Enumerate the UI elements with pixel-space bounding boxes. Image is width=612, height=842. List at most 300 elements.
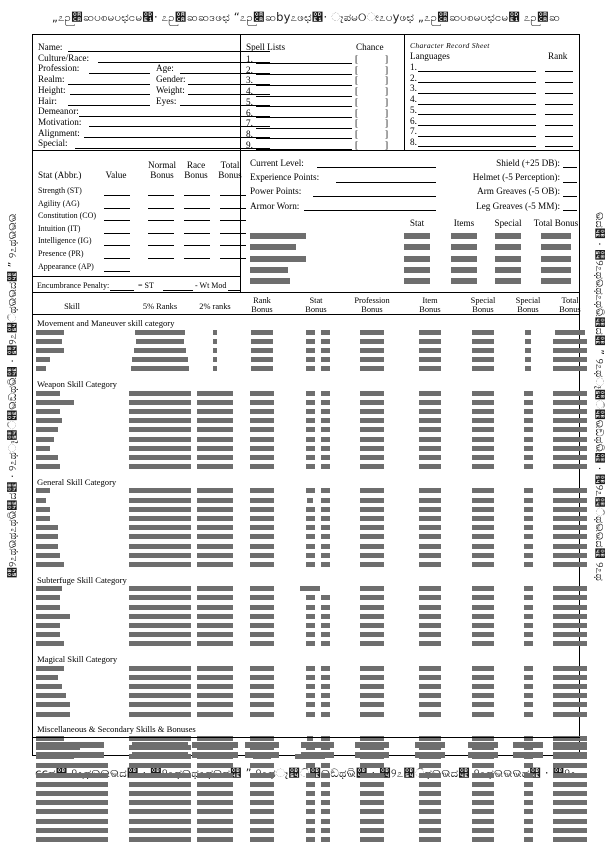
footer-bar-1-9 [513,752,543,758]
stats-header-stat: Stat (Abbr.) [38,170,82,180]
skill-bar-3-0-6 [360,586,384,591]
stat-input-5-3[interactable] [220,257,246,259]
skill-category-title-5: Miscellaneous & Secondary Skills & Bonuses [37,724,196,735]
skill-bar-0-2-2 [213,348,217,353]
spell-row-num-4: 5. [246,96,253,107]
lang-rank-input-5[interactable] [545,124,573,126]
skill-bar-4-5-3 [250,712,274,717]
char-field-label-4: Height: [38,84,66,95]
skill-bar-3-0-10 [553,586,587,591]
spell-chance-open-6: [ [355,118,359,129]
skill-bar-1-0-9 [524,391,533,396]
skill-bar-4-1-5 [321,675,330,680]
footer-bar-0-9 [513,742,543,748]
spell-row-input-7[interactable] [256,137,352,139]
skill-bar-5-4-7 [419,773,441,778]
skill-bar-2-5-2 [197,534,233,539]
skill-bar-5-4-8 [472,773,494,778]
skill-category-title-3: Subterfuge Skill Category [37,574,127,585]
skill-col-header-6-l1: Item [422,296,438,305]
stat-input-0-0[interactable] [104,194,130,196]
skill-bar-3-3-6 [360,614,384,619]
skill-bar-4-1-4 [306,675,315,680]
vital-redacted-items-4 [451,278,477,284]
char-field-input-1[interactable] [98,61,270,63]
skill-bar-3-0-8 [472,586,494,591]
divider-stats-bottom [32,292,580,293]
stats-header-normal-1: Normal [147,160,177,170]
skill-bar-5-10-10 [553,828,587,833]
skill-bar-1-7-7 [419,455,441,460]
skill-bar-3-1-10 [553,595,587,600]
skill-bar-5-8-2 [197,809,233,814]
footer-bar-0-6 [355,742,389,748]
skill-bar-0-4-0 [36,366,46,371]
encumbrance-input[interactable] [110,289,134,291]
skill-bar-0-0-8 [472,330,494,335]
lang-rank-input-2[interactable] [545,92,573,94]
skill-bar-4-2-3 [250,684,274,689]
skill-category-title-1: Weapon Skill Category [37,379,117,389]
stat-input-1-0[interactable] [104,207,130,209]
spell-row-input-1[interactable] [256,73,352,75]
skill-bar-3-2-9 [524,605,533,610]
stat-input-3-1[interactable] [148,232,174,234]
skill-bar-2-5-10 [553,534,587,539]
vital-right-label-0: Shield (+25 DB): [496,158,560,168]
char-field-input-8[interactable] [84,136,270,138]
skill-bar-5-3-0 [36,763,108,768]
skill-col-header-8-l2: Bonus [517,305,539,314]
footer-bar-1-3 [245,752,279,758]
lang-rank-input-0[interactable] [545,70,573,72]
spell-row-num-6: 7. [246,118,253,129]
tengwar-border-right: ଭದ୎ · ୔୨೭ಥଭಥ೭ಥଭି୎ದ୎ ” ୨೭ಥෑ୔ି୎ଭඞಥଭି୎ · ୔୨೭୔ିಥଭଭದ୎ ୨೭ಥ [593,211,606,581]
stat-input-0-2[interactable] [184,194,210,196]
skill-bar-1-3-3 [250,418,274,423]
skill-bar-0-0-0 [36,330,64,335]
divider-footer-top [32,737,580,738]
skill-bar-2-0-8 [472,488,494,493]
skill-bar-1-3-6 [360,418,384,423]
skill-bar-2-6-6 [360,544,384,549]
skill-bar-1-8-0 [36,464,60,469]
lang-rank-input-7[interactable] [545,145,573,147]
skill-bar-1-8-1 [129,464,191,469]
skill-bar-0-0-10 [555,330,585,335]
skill-bar-0-0-4 [306,330,315,335]
lang-row-input-3[interactable] [418,103,536,105]
skill-bar-4-5-8 [472,712,494,717]
char-field-input-3a[interactable] [68,83,150,85]
skill-bar-0-4-4 [306,366,315,371]
skill-bar-3-4-0 [36,623,60,628]
skill-bar-4-1-9 [524,675,533,680]
skill-bar-1-0-3 [250,391,274,396]
stat-row-label-5: Presence (PR) [38,249,84,258]
spell-row-input-5[interactable] [256,116,352,118]
vital-redacted-items-1 [451,244,477,250]
char-field-input-5a[interactable] [68,104,150,106]
lang-row-input-1[interactable] [418,81,536,83]
skill-bar-0-4-2 [213,366,217,371]
stat-input-2-2[interactable] [184,219,210,221]
skill-bar-4-5-0 [36,712,70,717]
char-field-label-2: Profession: [38,63,80,74]
skill-col-header-4-l1: Stat [309,296,323,305]
skill-bar-3-2-7 [419,605,441,610]
skill-bar-2-0-10 [553,488,587,493]
skill-bar-4-4-6 [360,702,384,707]
skill-bar-2-2-0 [36,507,50,512]
spell-chance-open-0: [ [355,54,359,64]
footer-bar-1-0 [36,752,104,758]
skill-bar-1-4-9 [524,427,533,432]
skill-bar-1-5-6 [360,437,384,442]
skill-bar-5-11-0 [36,837,108,842]
skill-bar-1-5-8 [472,437,494,442]
skill-bar-1-1-5 [321,400,330,405]
spell-chance-open-1: [ [355,64,359,75]
skill-bar-2-4-2 [197,525,233,530]
skill-bar-1-3-8 [472,418,494,423]
vital-redacted-total-4 [541,278,571,284]
stat-input-6-0[interactable] [104,270,130,272]
skill-bar-3-1-2 [197,595,233,600]
skill-bar-5-10-2 [197,828,233,833]
vital-redacted-stat-0 [404,233,430,239]
stat-input-1-3[interactable] [220,207,246,209]
char-field-input-7[interactable] [89,125,270,127]
skill-bar-1-2-0 [36,409,60,414]
skill-bar-2-3-1 [129,516,191,521]
skill-bar-2-0-9 [524,488,533,493]
skill-bar-0-2-6 [360,348,384,353]
vital-redacted-stat-2 [404,256,430,262]
stat-input-0-1[interactable] [148,194,174,196]
chance-header: Chance [356,42,384,52]
lang-row-num-3: 4. [410,94,417,105]
stat-input-2-0[interactable] [104,219,130,221]
encumbrance-st-input[interactable] [163,289,193,291]
skill-bar-3-1-4 [306,595,315,600]
skill-bar-5-8-0 [36,809,108,814]
stat-input-2-3[interactable] [220,219,246,221]
stat-input-4-3[interactable] [220,244,246,246]
char-field-input-6[interactable] [79,115,270,117]
skill-bar-5-8-3 [250,809,274,814]
char-field-label-9: Special: [38,138,68,149]
skill-bar-4-1-8 [472,675,494,680]
lang-rank-input-3[interactable] [545,103,573,105]
vital-right-input-0[interactable] [563,166,577,168]
skill-bar-5-10-3 [250,828,274,833]
char-field-label-1: Culture/Race: [38,52,90,63]
skill-bar-4-1-7 [419,675,441,680]
skill-bar-4-0-9 [524,666,533,671]
skill-bar-5-9-1 [129,819,191,824]
skill-bar-3-6-5 [321,641,330,646]
skill-bar-3-3-2 [197,614,233,619]
skill-bar-5-5-4 [306,782,315,787]
skill-bar-1-8-7 [419,464,441,469]
skill-bar-4-5-5 [321,712,330,717]
spell-row-input-6[interactable] [256,127,352,129]
stat-input-1-1[interactable] [148,207,174,209]
skill-bar-5-7-7 [419,800,441,805]
skill-bar-0-1-7 [419,339,441,344]
char-field-input-4a[interactable] [70,93,150,95]
skill-bar-3-5-6 [360,632,384,637]
skill-bar-1-5-7 [419,437,441,442]
skill-bar-2-7-3 [250,553,274,558]
skill-bar-3-4-10 [553,623,587,628]
skill-bar-0-1-9 [525,339,531,344]
stat-input-4-2[interactable] [184,244,210,246]
skill-bar-4-0-6 [360,666,384,671]
footer-bar-1-5 [316,752,334,758]
stat-input-4-0[interactable] [104,244,130,246]
skill-bar-0-3-7 [419,357,441,362]
skill-bar-1-2-2 [197,409,233,414]
skill-bar-4-3-2 [197,693,233,698]
skill-bar-3-0-9 [524,586,533,591]
skill-bar-5-3-2 [197,763,233,768]
skill-bar-2-5-9 [524,534,533,539]
skill-col-header-7-l2: Bonus [472,305,494,314]
stat-input-5-1[interactable] [148,257,174,259]
skill-bar-3-4-5 [321,623,330,628]
skill-bar-1-7-10 [553,455,587,460]
skill-bar-3-3-8 [472,614,494,619]
skill-bar-3-0-4 [300,586,320,591]
skill-bar-0-3-5 [321,357,330,362]
lang-row-input-4[interactable] [418,113,536,115]
lang-row-input-6[interactable] [418,135,536,137]
spell-row-input-2[interactable] [256,84,352,86]
vital-right-input-2[interactable] [563,195,577,197]
skill-bar-2-2-1 [129,507,191,512]
spell-chance-open-5: [ [355,107,359,118]
spell-chance-close-4: ] [385,96,389,107]
stat-input-4-1[interactable] [148,244,174,246]
skill-bar-1-0-1 [129,391,191,396]
skill-bar-5-9-7 [419,819,441,824]
footer-bar-0-7 [415,742,445,748]
skill-bar-4-3-5 [321,693,330,698]
lang-rank-input-6[interactable] [545,135,573,137]
tengwar-border-bottom: ୔୨೭ಥଭಥ೭ಥଭದ୎ ” ୨೭ಥଭଭଭದ୎ · [150,766,549,780]
skill-bar-3-5-9 [524,632,533,637]
lang-rank-input-4[interactable] [545,113,573,115]
footer-bar-0-3 [245,742,279,748]
skill-bar-3-2-6 [360,605,384,610]
skill-bar-2-4-0 [36,525,58,530]
char-field-label-3b: Gender: [156,74,186,85]
skill-bar-2-4-8 [472,525,494,530]
vital-redacted-name-2 [250,256,306,262]
spell-chance-close-1: ] [385,64,389,75]
skill-bar-3-2-4 [306,605,315,610]
skill-col-header-3-l2: Bonus [251,305,273,314]
skill-bar-2-1-4 [307,498,313,503]
skill-bar-4-2-0 [36,684,62,689]
skill-bar-2-4-4 [306,525,315,530]
spell-row-input-4[interactable] [256,105,352,107]
stat-input-3-0[interactable] [104,232,130,234]
skill-bar-1-7-2 [197,455,233,460]
vital-right-input-3[interactable] [563,209,577,211]
skill-bar-0-2-0 [36,348,64,353]
spell-chance-open-7: [ [355,128,359,139]
skill-bar-5-5-6 [360,782,384,787]
footer-bar-1-8 [468,752,498,758]
skill-bar-5-7-8 [472,800,494,805]
skill-bar-2-8-3 [250,562,274,567]
skill-bar-1-2-3 [250,409,274,414]
skill-bar-2-7-10 [553,553,587,558]
skill-bar-3-3-5 [321,614,330,619]
skill-bar-0-3-8 [472,357,494,362]
lang-row-input-2[interactable] [418,92,536,94]
skill-bar-2-8-4 [306,562,315,567]
skill-bar-2-6-5 [321,544,330,549]
skill-bar-0-3-10 [553,357,587,362]
skill-bar-4-0-3 [250,666,274,671]
stats-header-total-1: Total [220,160,240,170]
char-field-input-0[interactable] [68,50,270,52]
skill-bar-2-4-7 [419,525,441,530]
skill-bar-2-3-5 [321,516,330,521]
lang-rank-input-1[interactable] [545,81,573,83]
skill-bar-2-3-6 [360,516,384,521]
skill-bar-1-1-2 [197,400,233,405]
skill-bar-0-1-8 [472,339,494,344]
char-field-input-9[interactable] [75,147,270,149]
skill-bar-1-4-5 [321,427,330,432]
char-field-input-2a[interactable] [89,72,150,74]
skill-bar-5-3-1 [129,763,191,768]
skill-bar-0-2-10 [553,348,587,353]
stat-input-0-3[interactable] [220,194,246,196]
skill-bar-3-0-0 [36,586,62,591]
rank-header: Rank [548,51,568,61]
skill-bar-5-9-2 [197,819,233,824]
vital-left-label-2: Power Points: [250,186,302,197]
skill-bar-0-4-3 [251,366,273,371]
skill-col-header-2-l1: 2% ranks [199,302,231,311]
skill-bar-3-0-1 [129,586,191,591]
stat-input-2-1[interactable] [148,219,174,221]
skill-bar-4-0-0 [36,666,64,671]
spell-row-num-5: 6. [246,107,253,118]
stat-input-3-3[interactable] [220,232,246,234]
skill-bar-1-3-1 [129,418,191,423]
skill-bar-4-4-10 [553,702,587,707]
skill-bar-0-2-3 [251,348,273,353]
skill-bar-2-7-2 [197,553,233,558]
skill-bar-5-8-10 [553,809,587,814]
spell-row-input-3[interactable] [256,95,352,97]
skill-bar-3-6-2 [197,641,233,646]
skill-bar-5-10-6 [360,828,384,833]
skill-bar-2-6-4 [306,544,315,549]
footer-bar-1-7 [415,752,445,758]
vital-redacted-special-2 [495,256,521,262]
lang-row-input-7[interactable] [418,145,536,147]
skill-bar-5-8-1 [129,809,191,814]
skill-bar-1-2-4 [306,409,315,414]
skill-bar-5-11-6 [360,837,384,842]
lang-row-input-0[interactable] [418,70,536,72]
skill-bar-3-5-7 [419,632,441,637]
skill-bar-1-8-10 [553,464,587,469]
skill-bar-1-6-3 [250,446,274,451]
skill-bar-3-4-3 [250,623,274,628]
stat-input-1-2[interactable] [184,207,210,209]
lang-row-input-5[interactable] [418,124,536,126]
skill-bar-0-4-5 [321,366,330,371]
stat-input-5-2[interactable] [184,257,210,259]
skill-bar-4-2-5 [321,684,330,689]
skill-bar-2-7-4 [306,553,315,558]
stat-input-3-2[interactable] [184,232,210,234]
skill-bar-1-3-9 [524,418,533,423]
skill-bar-5-10-4 [306,828,315,833]
spell-chance-close-8: ] [385,139,389,150]
bonus-header-1: Items [453,218,475,228]
skill-bar-4-4-3 [250,702,274,707]
vital-redacted-special-1 [495,244,521,250]
footer-bar-0-0 [36,742,104,748]
skill-bar-1-6-0 [36,446,50,451]
skill-bar-2-0-4 [306,488,315,493]
spell-row-input-0[interactable] [256,62,352,64]
encumbrance-wt-input[interactable] [228,289,240,291]
skill-bar-1-7-3 [250,455,274,460]
skill-bar-1-3-10 [553,418,587,423]
spell-row-input-8[interactable] [256,148,352,150]
vital-right-input-1[interactable] [563,181,577,183]
skill-bar-5-4-3 [250,773,274,778]
skill-bar-5-4-5 [321,773,330,778]
skill-bar-1-8-3 [250,464,274,469]
skill-bar-3-6-1 [129,641,191,646]
skill-bar-1-2-8 [472,409,494,414]
skill-bar-2-1-1 [129,498,191,503]
skill-bar-2-3-2 [197,516,233,521]
skill-bar-3-1-9 [524,595,533,600]
skill-col-header-3-l1: Rank [253,296,271,305]
stat-input-5-0[interactable] [104,257,130,259]
skill-bar-2-2-3 [250,507,274,512]
skill-bar-2-6-3 [250,544,274,549]
skill-bar-2-3-0 [36,516,50,521]
footer-bar-0-5 [316,742,334,748]
stats-header-race-2: Bonus [184,170,208,180]
skill-bar-3-1-0 [36,595,60,600]
skill-bar-0-0-1 [135,330,185,335]
skill-bar-0-2-1 [134,348,186,353]
skill-bar-5-7-0 [36,800,108,805]
skill-bar-2-8-5 [321,562,330,567]
lang-row-num-0: 1. [410,62,417,72]
skill-bar-1-7-8 [472,455,494,460]
vital-redacted-stat-1 [404,244,430,250]
skill-bar-2-2-4 [306,507,315,512]
skill-bar-1-6-10 [553,446,587,451]
skill-bar-4-1-0 [36,675,58,680]
